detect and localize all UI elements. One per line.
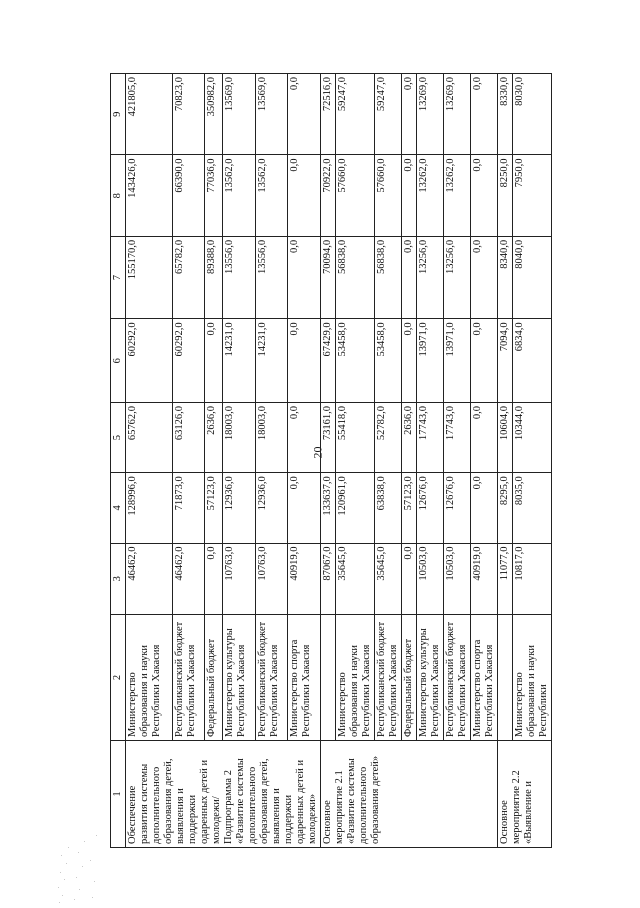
column-header: 4 xyxy=(111,473,126,543)
amount-cell: 13562,0 xyxy=(255,155,288,236)
budget-table-rotated xyxy=(110,73,558,848)
amount-cell: 12676,0 xyxy=(444,473,471,543)
amount-cell: 0,0 xyxy=(471,473,498,543)
column-header: 1 xyxy=(111,740,126,847)
funding-source-cell: Министерство культуры Республики Хакасия xyxy=(417,614,444,740)
program-label-cell: Обеспечение развития системы дополнительного образования детей, выявления и поддержки одаренных детей и молодежи/Подпрограмма 2 «Развитие системы дополнительного образования детей, выявления и поддержки одаренных детей и молодежи» xyxy=(126,740,321,847)
amount-cell: 0,0 xyxy=(471,155,498,236)
amount-cell: 46462,0 xyxy=(172,543,205,614)
amount-cell: 10763,0 xyxy=(255,543,288,614)
funding-source-cell: Республиканский бюджет Республики Хакасия xyxy=(255,614,288,740)
table-body xyxy=(126,74,552,848)
amount-cell: 0,0 xyxy=(288,74,321,155)
amount-cell: 13556,0 xyxy=(255,236,288,319)
funding-source-cell: Республиканский бюджет Республики Хакасия xyxy=(444,614,471,740)
amount-cell: 350982,0 xyxy=(205,74,223,155)
amount-cell: 13971,0 xyxy=(444,319,471,403)
amount-cell: 77036,0 xyxy=(205,155,223,236)
funding-source-cell: Министерство образования и науки Республики Хакасия xyxy=(336,614,375,740)
amount-cell: 18003,0 xyxy=(255,403,288,473)
amount-cell: 0,0 xyxy=(288,473,321,543)
amount-cell: 53458,0 xyxy=(336,319,375,403)
table-row xyxy=(126,74,173,848)
amount-cell: 128996,0 xyxy=(126,473,173,543)
funding-source-cell: Республиканский бюджет Республики Хакасия xyxy=(172,614,205,740)
amount-cell: 60292,0 xyxy=(172,319,205,403)
amount-cell: 53458,0 xyxy=(375,319,402,403)
amount-cell: 13569,0 xyxy=(223,74,256,155)
funding-source-cell xyxy=(321,614,336,740)
amount-cell: 87067,0 xyxy=(321,543,336,614)
amount-cell: 70823,0 xyxy=(172,74,205,155)
amount-cell: 10763,0 xyxy=(223,543,256,614)
amount-cell: 71873,0 xyxy=(172,473,205,543)
page-number: 20 xyxy=(310,446,325,459)
amount-cell: 12676,0 xyxy=(417,473,444,543)
amount-cell: 59247,0 xyxy=(375,74,402,155)
amount-cell: 120961,0 xyxy=(336,473,375,543)
amount-cell: 8250,0 xyxy=(498,155,513,236)
amount-cell: 13262,0 xyxy=(417,155,444,236)
amount-cell: 55418,0 xyxy=(336,403,375,473)
amount-cell: 63126,0 xyxy=(172,403,205,473)
amount-cell: 60292,0 xyxy=(126,319,173,403)
amount-cell: 89388,0 xyxy=(205,236,223,319)
amount-cell: 14231,0 xyxy=(255,319,288,403)
amount-cell: 13556,0 xyxy=(223,236,256,319)
amount-cell: 65762,0 xyxy=(126,403,173,473)
amount-cell: 13269,0 xyxy=(417,74,444,155)
table-row xyxy=(444,74,471,848)
amount-cell: 18003,0 xyxy=(223,403,256,473)
amount-cell: 73161,0 xyxy=(321,403,336,473)
amount-cell: 35645,0 xyxy=(336,543,375,614)
amount-cell: 57660,0 xyxy=(375,155,402,236)
amount-cell: 57123,0 xyxy=(402,473,417,543)
amount-cell: 66390,0 xyxy=(172,155,205,236)
amount-cell: 10344,0 xyxy=(513,403,552,473)
amount-cell: 0,0 xyxy=(288,236,321,319)
amount-cell: 0,0 xyxy=(471,319,498,403)
amount-cell: 0,0 xyxy=(205,543,223,614)
amount-cell: 72516,0 xyxy=(321,74,336,155)
amount-cell: 0,0 xyxy=(288,403,321,473)
amount-cell: 0,0 xyxy=(402,155,417,236)
amount-cell: 57660,0 xyxy=(336,155,375,236)
amount-cell: 6834,0 xyxy=(513,319,552,403)
amount-cell: 0,0 xyxy=(402,74,417,155)
funding-source-cell: Министерство образования и науки Республики xyxy=(513,614,552,740)
amount-cell: 13262,0 xyxy=(444,155,471,236)
amount-cell: 8295,0 xyxy=(498,473,513,543)
table-row xyxy=(513,74,552,848)
amount-cell: 52782,0 xyxy=(375,403,402,473)
amount-cell: 8035,0 xyxy=(513,473,552,543)
column-header: 5 xyxy=(111,403,126,473)
column-header: 6 xyxy=(111,319,126,403)
table-row xyxy=(417,74,444,848)
amount-cell: 17743,0 xyxy=(417,403,444,473)
funding-source-cell xyxy=(498,614,513,740)
amount-cell: 40919,0 xyxy=(471,543,498,614)
amount-cell: 0,0 xyxy=(288,319,321,403)
column-header: 2 xyxy=(111,614,126,740)
amount-cell: 70094,0 xyxy=(321,236,336,319)
amount-cell: 13256,0 xyxy=(444,236,471,319)
amount-cell: 13562,0 xyxy=(223,155,256,236)
funding-source-cell: Министерство спорта Республики Хакасия xyxy=(471,614,498,740)
amount-cell: 13569,0 xyxy=(255,74,288,155)
amount-cell: 143426,0 xyxy=(126,155,173,236)
amount-cell: 7094,0 xyxy=(498,319,513,403)
amount-cell: 133637,0 xyxy=(321,473,336,543)
amount-cell: 13256,0 xyxy=(417,236,444,319)
amount-cell: 2636,0 xyxy=(205,403,223,473)
amount-cell: 10503,0 xyxy=(444,543,471,614)
table-row xyxy=(471,74,498,848)
amount-cell: 65782,0 xyxy=(172,236,205,319)
amount-cell: 57123,0 xyxy=(205,473,223,543)
amount-cell: 0,0 xyxy=(471,403,498,473)
column-header: 9 xyxy=(111,74,126,155)
amount-cell: 17743,0 xyxy=(444,403,471,473)
amount-cell: 421805,0 xyxy=(126,74,173,155)
amount-cell: 155170,0 xyxy=(126,236,173,319)
funding-source-cell: Министерство спорта Республики Хакасия xyxy=(288,614,321,740)
amount-cell: 10817,0 xyxy=(513,543,552,614)
amount-cell: 11077,0 xyxy=(498,543,513,614)
amount-cell: 67429,0 xyxy=(321,319,336,403)
table-row xyxy=(498,74,513,848)
amount-cell: 0,0 xyxy=(402,319,417,403)
amount-cell: 63838,0 xyxy=(375,473,402,543)
table-row xyxy=(223,74,256,848)
amount-cell: 2636,0 xyxy=(402,403,417,473)
amount-cell: 13269,0 xyxy=(444,74,471,155)
funding-source-cell: Федеральный бюджет xyxy=(402,614,417,740)
amount-cell: 46462,0 xyxy=(126,543,173,614)
amount-cell: 0,0 xyxy=(471,236,498,319)
amount-cell: 0,0 xyxy=(205,319,223,403)
column-header: 7 xyxy=(111,236,126,319)
amount-cell: 59247,0 xyxy=(336,74,375,155)
table-row xyxy=(375,74,402,848)
funding-source-cell: Министерство образования и науки Республики Хакасия xyxy=(126,614,173,740)
amount-cell: 8030,0 xyxy=(513,74,552,155)
funding-source-cell: Федеральный бюджет xyxy=(205,614,223,740)
column-header: 3 xyxy=(111,543,126,614)
amount-cell: 0,0 xyxy=(288,155,321,236)
budget-table xyxy=(110,73,552,848)
scan-noise-mark xyxy=(54,818,104,908)
table-row xyxy=(336,74,375,848)
amount-cell: 8340,0 xyxy=(498,236,513,319)
amount-cell: 35645,0 xyxy=(375,543,402,614)
table-row xyxy=(321,74,336,848)
amount-cell: 40919,0 xyxy=(288,543,321,614)
amount-cell: 13971,0 xyxy=(417,319,444,403)
table-row xyxy=(402,74,417,848)
amount-cell: 0,0 xyxy=(402,236,417,319)
amount-cell: 10503,0 xyxy=(417,543,444,614)
amount-cell: 12936,0 xyxy=(223,473,256,543)
amount-cell: 12936,0 xyxy=(255,473,288,543)
program-label-cell: Основное мероприятие 2.2 «Выявление и xyxy=(498,740,552,847)
amount-cell: 0,0 xyxy=(471,74,498,155)
funding-source-cell: Республиканский бюджет Республики Хакасия xyxy=(375,614,402,740)
table-header-row xyxy=(111,74,126,848)
amount-cell: 10604,0 xyxy=(498,403,513,473)
amount-cell: 70922,0 xyxy=(321,155,336,236)
table-row xyxy=(205,74,223,848)
amount-cell: 7950,0 xyxy=(513,155,552,236)
amount-cell: 0,0 xyxy=(402,543,417,614)
amount-cell: 56838,0 xyxy=(375,236,402,319)
amount-cell: 56838,0 xyxy=(336,236,375,319)
amount-cell: 14231,0 xyxy=(223,319,256,403)
funding-source-cell: Министерство культуры Республики Хакасия xyxy=(223,614,256,740)
column-header: 8 xyxy=(111,155,126,236)
amount-cell: 8330,0 xyxy=(498,74,513,155)
amount-cell: 8040,0 xyxy=(513,236,552,319)
table-row xyxy=(255,74,288,848)
program-label-cell: Основное мероприятие 2.1 «Развитие системы дополнительного образования детей» xyxy=(321,740,498,847)
table-row xyxy=(172,74,205,848)
table-row xyxy=(288,74,321,848)
